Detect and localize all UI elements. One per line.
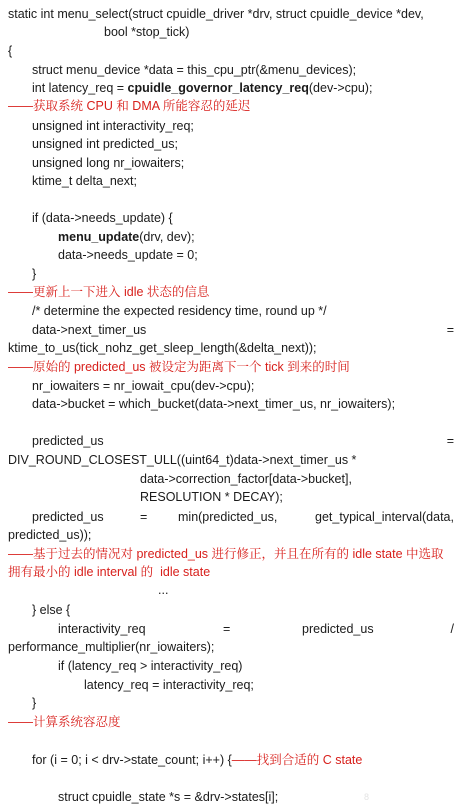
code-line: DIV_ROUND_CLOSEST_ULL((uint64_t)data->next_timer_us * [8,453,357,467]
code-line: data->next_timer_us [32,323,147,337]
code-line: data->needs_update = 0; [58,248,198,262]
code-operator: = [223,622,231,636]
code-line: if (latency_req > interactivity_req) [58,659,243,673]
annotation-comment: ——基于过去的情况对 predicted_us 进行修正，并且在所有的 idle state 中选取 [8,547,444,561]
code-line: nr_iowaiters = nr_iowait_cpu(dev->cpu); [32,379,255,393]
function-name-bold: cpuidle_governor_latency_req [127,81,309,95]
code-line: unsigned int predicted_us; [32,137,178,151]
faint-watermark-mark: 8 [364,792,370,802]
code-line: predicted_us [32,510,104,524]
code-line: { [8,44,13,58]
code-line: ktime_to_us(tick_nohz_get_sleep_length(&delta_next)); [8,341,317,355]
code-text: (drv, dev); [139,230,195,244]
code-line: struct menu_device *data = this_cpu_ptr(&menu_devices); [32,63,357,77]
annotation-comment: ——原始的 predicted_us 被设定为距离下一个 tick 到来的时间 [8,360,350,374]
function-name-bold: menu_update [58,230,140,244]
annotation-comment: 拥有最小的 idle interval 的 idle state [8,565,211,579]
code-operator: = [140,510,148,524]
code-operator: = [446,323,454,337]
annotation-comment: ——更新上一下进入 idle 状态的信息 [8,285,210,299]
code-line: performance_multiplier(nr_iowaiters); [8,640,215,654]
code-line: } else { [32,603,71,617]
annotation-comment: ——找到合适的 C state [231,753,363,767]
code-line: data->bucket = which_bucket(data->next_timer_us, nr_iowaiters); [32,397,396,411]
code-line: RESOLUTION * DECAY); [140,490,283,504]
code-line [58,228,195,246]
code-line [32,751,362,769]
code-line: get_typical_interval(data, [315,510,454,524]
annotation-comment: ——获取系统 CPU 和 DMA 所能容忍的延迟 [8,99,251,113]
code-line: bool *stop_tick) [104,25,190,39]
code-line: latency_req = interactivity_req; [84,678,254,692]
code-operator: = [446,434,454,448]
code-line: static int menu_select(struct cpuidle_driver *drv, struct cpuidle_device *dev, [8,7,424,21]
code-line: unsigned long nr_iowaiters; [32,156,185,170]
code-line: struct cpuidle_state *s = &drv->states[i]; [58,790,279,804]
code-line: interactivity_req [58,622,146,636]
code-line: } [32,696,37,710]
annotation-comment: ——计算系统容忍度 [8,715,121,729]
code-line: ktime_t delta_next; [32,174,137,188]
code-text: (dev->cpu); [308,81,373,95]
code-line: if (data->needs_update) { [32,211,173,225]
code-line: min(predicted_us, [178,510,278,524]
code-text: for (i = 0; i < drv->state_count; i++) { [32,753,232,767]
code-line: unsigned int interactivity_req; [32,119,194,133]
code-line [32,79,372,97]
code-line: predicted_us)); [8,528,92,542]
code-line: predicted_us [302,622,374,636]
code-line: predicted_us [32,434,104,448]
code-text: int latency_req = [32,81,128,95]
code-line: data->correction_factor[data->bucket], [140,472,352,486]
code-operator: / [450,622,454,636]
code-line: /* determine the expected residency time, round up */ [32,304,327,318]
code-line: } [32,267,37,281]
ellipsis-text: ... [158,583,169,597]
